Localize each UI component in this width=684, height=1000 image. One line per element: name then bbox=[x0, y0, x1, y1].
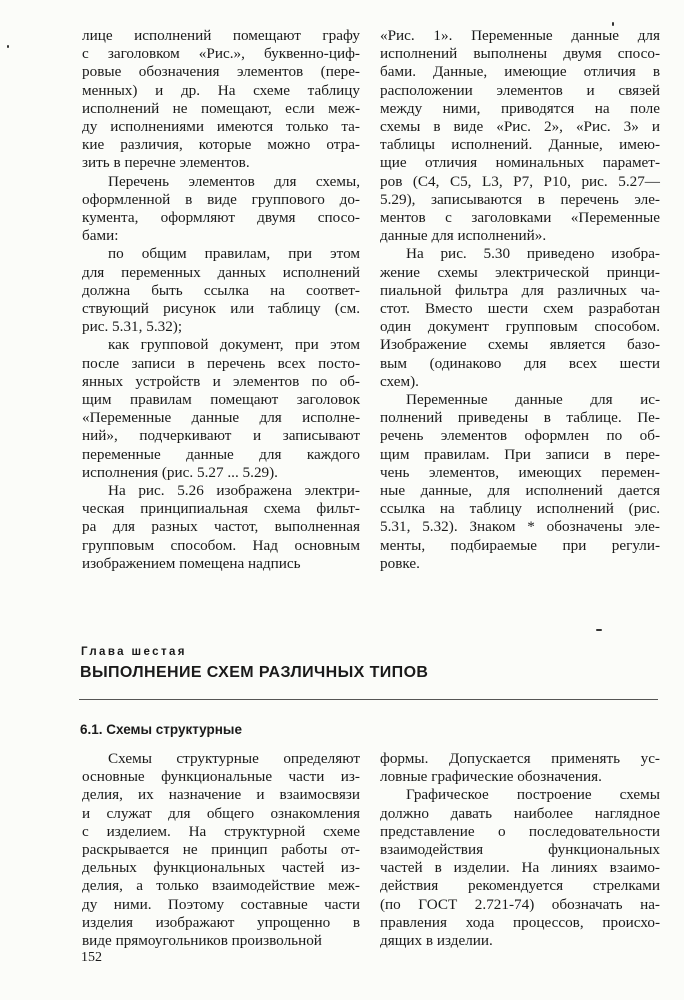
text-line: щим правилам. При записи в пере- bbox=[380, 445, 660, 463]
chapter-title: ВЫПОЛНЕНИЕ СХЕМ РАЗЛИЧНЫХ ТИПОВ bbox=[80, 664, 429, 681]
text-line: один документ групповым способом. bbox=[380, 318, 660, 336]
text-line: исполнений не помещают, если меж- bbox=[82, 99, 360, 117]
text-line: дящих в изделии. bbox=[380, 932, 493, 950]
scan-speck bbox=[596, 629, 602, 631]
text-line: изделия изображают упрощенно в bbox=[82, 913, 360, 931]
paragraph bbox=[380, 27, 660, 245]
text-line: полнений приведены в таблице. Пе- bbox=[380, 409, 660, 427]
text-line: как групповой документ, при этом bbox=[108, 336, 360, 354]
text-line: Схемы структурные определяют bbox=[108, 750, 360, 767]
text-line: схемы в виде «Рис. 2», «Рис. 3» и bbox=[380, 118, 660, 136]
text-line: стот. Вместо шести схем разработан bbox=[380, 300, 660, 318]
paragraph bbox=[380, 750, 660, 786]
text-line: между ними, приводятся на поле bbox=[380, 99, 660, 117]
text-line: расположении элементов и связей bbox=[380, 81, 660, 99]
text-line: Изображение схемы является базо- bbox=[380, 336, 660, 354]
text-line: На рис. 5.30 приведено изобра- bbox=[406, 245, 660, 263]
text-line: основные функциональные части из- bbox=[82, 768, 360, 786]
text-line: Перечень элементов для схемы, bbox=[108, 172, 360, 190]
paragraph bbox=[380, 391, 660, 573]
text-line: бами. Данные, имеющие отличия в bbox=[380, 63, 660, 81]
text-line: схем). bbox=[380, 372, 419, 390]
text-line: ловные графические обозначения. bbox=[380, 768, 602, 786]
text-line: ровые обозначения элементов (пере- bbox=[82, 63, 360, 81]
text-line: после записи в перечень всех посто- bbox=[82, 354, 360, 372]
scan-speck bbox=[7, 45, 9, 48]
text-line: ссылка на таблицу исполнений (рис. bbox=[380, 500, 660, 518]
bottom-left-column bbox=[82, 750, 360, 950]
text-line: действия рекомендуется стрелками bbox=[380, 877, 660, 895]
text-line: чень элементов, имеющих перемен- bbox=[380, 463, 660, 481]
section-title: 6.1. Схемы структурные bbox=[80, 722, 242, 737]
paragraph bbox=[82, 336, 360, 482]
text-line: «Рис. 1». Переменные данные для bbox=[380, 27, 660, 44]
text-line: зить в перечне элементов. bbox=[82, 154, 250, 172]
text-line: менных) и др. На схеме таблицу bbox=[82, 81, 360, 99]
text-line: На рис. 5.26 изображена электри- bbox=[108, 482, 360, 500]
text-line: вым (одинаково для всех шести bbox=[380, 354, 660, 372]
text-line: представление о последовательности bbox=[380, 822, 660, 840]
text-line: кумента, оформляют двумя спосо- bbox=[82, 209, 360, 227]
text-line: менты, подбираемые при регули- bbox=[380, 536, 660, 554]
page-number: 152 bbox=[81, 950, 102, 965]
text-line: (по ГОСТ 2.721-74) обозначать на- bbox=[380, 895, 660, 913]
text-line: делия, их назначение и взаимосвязи bbox=[82, 786, 360, 804]
text-line: переменные данные для каждого bbox=[82, 445, 360, 463]
chapter-divider bbox=[79, 699, 658, 700]
paragraph bbox=[82, 27, 360, 173]
text-line: ствующий рисунок или таблицу (см. bbox=[82, 300, 360, 318]
text-line: ческая принципиальная схема фильт- bbox=[82, 500, 360, 518]
text-line: бами: bbox=[82, 227, 119, 245]
text-line: дельных функциональных частей из- bbox=[82, 859, 360, 877]
paragraph bbox=[82, 173, 360, 246]
text-line: кие различия, которые можно отра- bbox=[82, 136, 360, 154]
chapter-label: Глава шестая bbox=[81, 646, 187, 658]
text-line: 5.29), записываются в перечень эле- bbox=[380, 190, 660, 208]
text-line: оформленной в виде группового до- bbox=[82, 190, 360, 208]
paragraph bbox=[380, 245, 660, 391]
text-line: исполнений выполнены двумя спосо- bbox=[380, 45, 660, 63]
text-line: по общим правилам, при этом bbox=[108, 245, 360, 263]
text-line: ра для разных частот, выполненная bbox=[82, 518, 360, 536]
text-line: жение схемы электрической принци- bbox=[380, 263, 660, 281]
top-left-column bbox=[82, 27, 360, 573]
text-line: янных устройств и элементов по об- bbox=[82, 372, 360, 390]
text-line: раскрывается не принцип работы от- bbox=[82, 841, 360, 859]
paragraph bbox=[82, 482, 360, 573]
text-line: ровке. bbox=[380, 554, 420, 572]
top-right-column bbox=[380, 27, 660, 573]
text-line: изображением помещена надпись bbox=[82, 554, 301, 572]
text-line: щим правилам помещают заголовок bbox=[82, 391, 360, 409]
text-line: ду исполнениями имеются только та- bbox=[82, 118, 360, 136]
text-line: взаимодействия функциональных bbox=[380, 841, 660, 859]
text-line: исполнения (рис. 5.27 ... 5.29). bbox=[82, 463, 278, 481]
scan-speck bbox=[612, 22, 614, 26]
text-line: Переменные данные для ис- bbox=[406, 391, 660, 409]
text-line: ментов с заголовками «Переменные bbox=[380, 209, 660, 227]
text-line: ний», подчеркивают и записывают bbox=[82, 427, 360, 445]
text-line: лице исполнений помещают графу bbox=[82, 27, 360, 44]
text-line: делия, а только взаимодействие меж- bbox=[82, 877, 360, 895]
text-line: с заголовком «Рис.», буквенно-циф- bbox=[82, 45, 360, 63]
text-line: формы. Допускается применять ус- bbox=[380, 750, 660, 767]
paragraph bbox=[82, 245, 360, 336]
text-line: данные для исполнений». bbox=[380, 227, 547, 245]
paragraph bbox=[82, 750, 360, 950]
text-line: ров (C4, C5, L3, P7, P10, рис. 5.27— bbox=[380, 172, 660, 190]
text-line: и служат для общего ознакомления bbox=[82, 804, 360, 822]
text-line: должно давать наиболее наглядное bbox=[380, 804, 660, 822]
text-line: 5.31, 5.32). Знаком * обозначены эле- bbox=[380, 518, 660, 536]
paragraph bbox=[380, 786, 660, 950]
text-line: Графическое построение схемы bbox=[406, 786, 660, 804]
text-line: рис. 5.31, 5.32); bbox=[82, 318, 183, 336]
text-line: частей в изделии. На линиях взаимо- bbox=[380, 859, 660, 877]
text-line: для переменных данных исполнений bbox=[82, 263, 360, 281]
text-line: виде прямоугольников произвольной bbox=[82, 932, 322, 950]
text-line: щие отличия номинальных парамет- bbox=[380, 154, 660, 172]
text-line: с изделием. На структурной схеме bbox=[82, 822, 360, 840]
text-line: ные данные, для исполнений дается bbox=[380, 482, 660, 500]
text-line: «Переменные данные для исполне- bbox=[82, 409, 360, 427]
text-line: ду ними. Поэтому составные части bbox=[82, 895, 360, 913]
text-line: таблицы исполнений. Данные, имею- bbox=[380, 136, 660, 154]
text-line: пиальной фильтра для различных ча- bbox=[380, 281, 660, 299]
text-line: групповым способом. Над основным bbox=[82, 536, 360, 554]
bottom-right-column bbox=[380, 750, 660, 950]
text-line: правления хода процессов, происхо- bbox=[380, 913, 660, 931]
text-line: речень элементов оформлен по об- bbox=[380, 427, 660, 445]
text-line: должна быть ссылка на соответ- bbox=[82, 281, 360, 299]
